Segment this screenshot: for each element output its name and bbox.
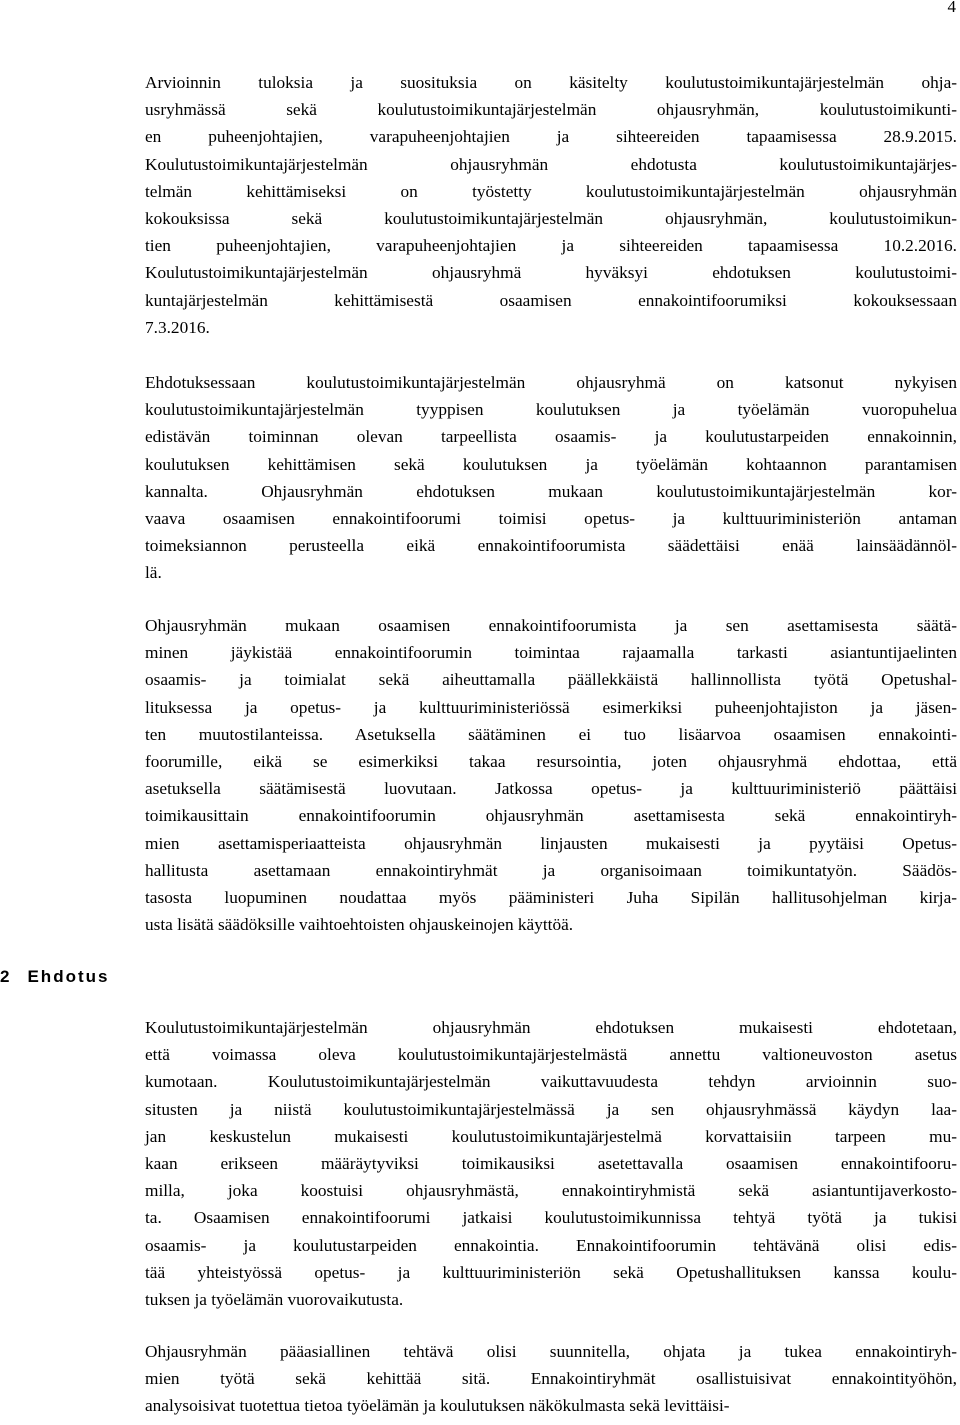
text-line: toimeksiannon perusteella eikä ennakointifoorumista säädettäisi enää lainsäädännöl- — [145, 536, 957, 556]
text-line: usta lisätä säädöksille vaihtoehtoisten ohjauskeinojen käyttöä. — [145, 915, 574, 935]
text-line: kokouksissa sekä koulutustoimikuntajärjestelmän ohjausryhmän, koulutustoimikun- — [145, 209, 957, 229]
text-line: Ehdotuksessaan koulutustoimikuntajärjestelmän ohjausryhmä on katsonut nykyisen — [145, 373, 957, 392]
paragraph-1 — [145, 69, 957, 341]
text-line: edistävän toiminnan olevan tarpeellista osaamis- ja koulutustarpeiden ennakoinnin, — [145, 427, 957, 447]
text-line: foorumille, eikä se esimerkiksi takaa resursointia, joten ohjausryhmä ehdottaa, että — [145, 752, 957, 772]
text-line: mien työtä sekä kehittää sitä. Ennakointiryhmät osallistuisivat ennakointityöhön, — [145, 1369, 957, 1389]
text-line: toimikausittain ennakointifoorumin ohjausryhmän asettamisesta sekä ennakointiryh- — [145, 806, 957, 826]
text-line: Koulutustoimikuntajärjestelmän ohjausryhmän ehdotuksen mukaisesti ehdotetaan, — [145, 1018, 957, 1037]
text-line: että voimassa oleva koulutustoimikuntajärjestelmästä annettu valtioneuvoston asetus — [145, 1045, 957, 1065]
text-line: Koulutustoimikuntajärjestelmän ohjausryhmä hyväksyi ehdotuksen koulutustoimi- — [145, 263, 957, 283]
text-line: koulutustoimikuntajärjestelmän tyyppisen koulutuksen ja työelämän vuoropuhelua — [145, 400, 957, 420]
text-line: kuntajärjestelmän kehittämisestä osaamisen ennakointifoorumiksi kokouksessaan — [145, 290, 957, 310]
text-line: lituksessa ja opetus- ja kulttuuriministeriössä esimerkiksi puheenjohtajiston ja jäsen- — [145, 697, 957, 717]
text-line: ten muutostilanteissa. Asetuksella säätäminen ei tuo lisäarvoa osaamisen ennakointi- — [145, 724, 957, 744]
text-line: hallitusta asettamaan ennakointiryhmät ja organisoimaan toimikuntatyön. Säädös- — [145, 860, 957, 880]
text-line: Arvioinnin tuloksia ja suosituksia on käsitelty koulutustoimikuntajärjestelmän ohja- — [145, 73, 957, 92]
text-line: osaamis- ja toimialat sekä aiheuttamalla päällekkäistä hallinnollista työtä Opetushal- — [145, 670, 957, 690]
text-line: Koulutustoimikuntajärjestelmän ohjausryhmän ehdotusta koulutustoimikuntajärjes- — [145, 154, 957, 174]
text-line: lä. — [145, 563, 162, 583]
text-line: milla, joka koostuisi ohjausryhmästä, ennakointiryhmistä sekä asiantuntijaverkosto- — [145, 1181, 957, 1201]
text-line: tuksen ja työelämän vuorovaikutusta. — [145, 1290, 404, 1310]
section-heading — [0, 965, 109, 989]
text-line: analysoisivat tuotettua tietoa työelämän ja koulutuksen näkökulmasta sekä levittäisi- — [145, 1396, 730, 1416]
text-line: tää yhteistyössä opetus- ja kulttuuriministeriön sekä Opetushallituksen kanssa koulu- — [145, 1262, 957, 1282]
text-line: kaan erikseen määräytyviksi toimikausiksi asetettavalla osaamisen ennakointifooru- — [145, 1154, 957, 1174]
paragraph-5 — [145, 1338, 957, 1420]
paragraph-4 — [145, 1014, 957, 1313]
section-title: Ehdotus — [27, 967, 110, 986]
text-line: tasosta luopuminen noudattaa myös pääministeri Juha Sipilän hallitusohjelman kirja- — [145, 888, 957, 908]
text-line: osaamis- ja koulutustarpeiden ennakointia. Ennakointifoorumin tehtävänä olisi edis- — [145, 1235, 957, 1255]
text-line: kannalta. Ohjausryhmän ehdotuksen mukaan koulutustoimikuntajärjestelmän kor- — [145, 481, 957, 501]
text-line: koulutuksen kehittämisen sekä koulutuksen ja työelämän kohtaannon parantamisen — [145, 454, 957, 474]
text-line: jan keskustelun mukaisesti koulutustoimikuntajärjestelmä korvattaisiin tarpeen mu- — [145, 1126, 957, 1146]
text-line: usryhmässä sekä koulutustoimikuntajärjestelmän ohjausryhmän, koulutustoimikunti- — [145, 100, 957, 120]
text-line: telmän kehittämiseksi on työstetty koulutustoimikuntajärjestelmän ohjausryhmän — [145, 181, 957, 201]
text-line: mien asettamisperiaatteista ohjausryhmän linjausten mukaisesti ja pyytäisi Opetus- — [145, 833, 957, 853]
paragraph-2 — [145, 369, 957, 587]
text-line: asetuksella säätämisestä luovutaan. Jatkossa opetus- ja kulttuuriministeriö päättäisi — [145, 779, 957, 799]
section-number: 2 — [0, 967, 10, 986]
text-line: situsten ja niistä koulutustoimikuntajärjestelmässä ja sen ohjausryhmässä käydyn laa- — [145, 1099, 957, 1119]
text-line: kumotaan. Koulutustoimikuntajärjestelmän vaikuttavuudesta tehdyn arvioinnin suo- — [145, 1072, 957, 1092]
text-line: vaava osaamisen ennakointifoorumi toimisi opetus- ja kulttuuriministeriön antaman — [145, 509, 957, 529]
text-line: Ohjausryhmän pääasiallinen tehtävä olisi suunnitella, ohjata ja tukea ennakointiryh- — [145, 1342, 957, 1361]
text-line: Ohjausryhmän mukaan osaamisen ennakointifoorumista ja sen asettamisesta säätä- — [145, 616, 957, 635]
text-line: 7.3.2016. — [145, 317, 210, 337]
page-number: 4 — [947, 0, 956, 16]
text-line: en puheenjohtajien, varapuheenjohtajien ja sihteereiden tapaamisessa 28.9.2015. — [145, 127, 957, 147]
text-line: tien puheenjohtajien, varapuheenjohtajien ja sihteereiden tapaamisessa 10.2.2016. — [145, 236, 957, 256]
text-line: minen jäykistää ennakointifoorumin toimintaa rajaamalla tarkasti asiantuntijaelinten — [145, 643, 957, 663]
paragraph-3 — [145, 612, 957, 938]
text-line: ta. Osaamisen ennakointifoorumi jatkaisi koulutustoimikunnissa tehtyä työtä ja tukisi — [145, 1208, 957, 1228]
